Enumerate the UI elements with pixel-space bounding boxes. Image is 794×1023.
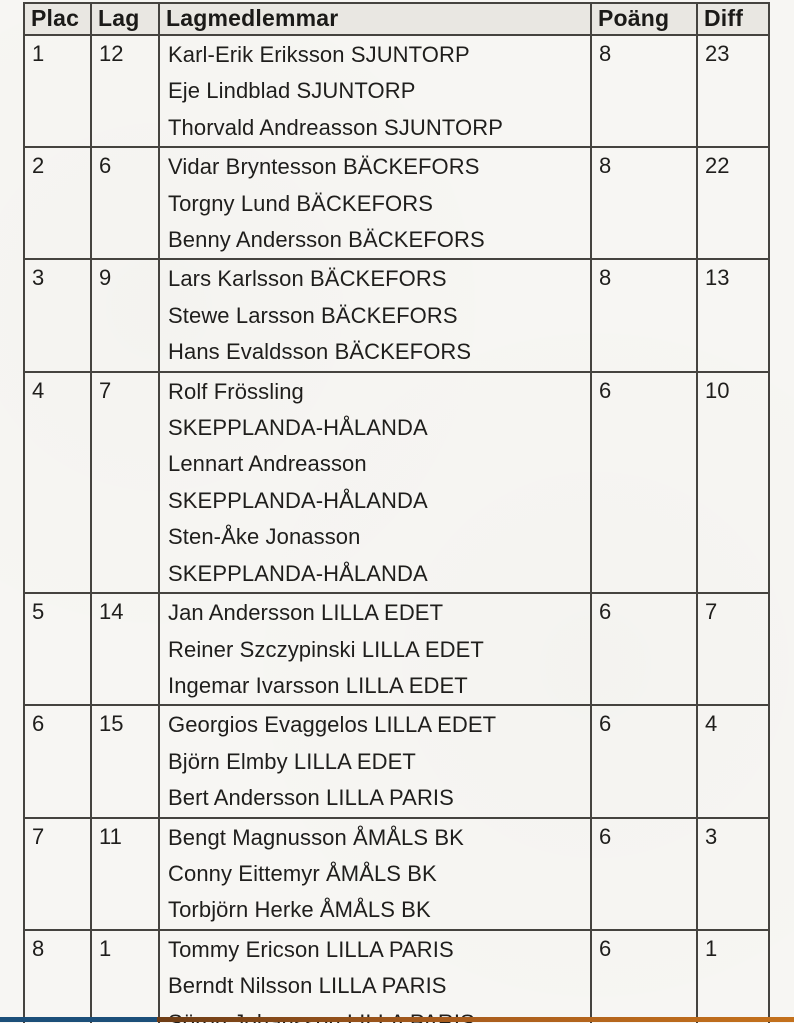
cell-lag: 14: [91, 593, 159, 705]
member-line: Torbjörn Herke ÅMÅLS BK: [168, 897, 431, 923]
member-line: Bert Andersson LILLA PARIS: [168, 785, 454, 811]
column-header-lagmedlemmar: Lagmedlemmar: [159, 3, 591, 35]
member-line: Berndt Nilsson LILLA PARIS: [168, 973, 447, 999]
member-line: Jan Andersson LILLA EDET: [168, 600, 444, 626]
member-line: SKEPPLANDA-HÅLANDA: [168, 487, 428, 513]
cell-poang: 8: [591, 259, 697, 371]
cell-lag: 9: [91, 259, 159, 371]
scan-edge-orange-segment: [157, 1017, 794, 1022]
member-line: Tommy Ericson LILLA PARIS: [168, 936, 454, 962]
cell-poang: 6: [591, 705, 697, 817]
cell-poang: 6: [591, 930, 697, 1023]
cell-lag: 15: [91, 705, 159, 817]
table-row: [24, 372, 769, 593]
table-row: [24, 705, 769, 817]
member-line: Ingemar Ivarsson LILLA EDET: [168, 672, 468, 698]
column-header-plac: Plac: [24, 3, 91, 35]
member-line: Conny Eittemyr ÅMÅLS BK: [168, 860, 437, 886]
cell-team-members: [159, 593, 591, 705]
cell-plac: 6: [24, 705, 91, 817]
table-row: [24, 930, 769, 1023]
cell-plac: 7: [24, 818, 91, 930]
cell-plac: 1: [24, 35, 91, 147]
table-row: [24, 259, 769, 371]
member-line: Stewe Larsson BÄCKEFORS: [168, 302, 458, 328]
member-line: Lennart Andreasson: [168, 451, 367, 477]
cell-lag: 7: [91, 372, 159, 593]
table-row: [24, 147, 769, 259]
member-line: Thorvald Andreasson SJUNTORP: [168, 114, 503, 140]
member-line: SKEPPLANDA-HÅLANDA: [168, 415, 428, 441]
member-line: Torgny Lund BÄCKEFORS: [168, 190, 433, 216]
cell-diff: 3: [697, 818, 769, 930]
member-line: Karl-Erik Eriksson SJUNTORP: [168, 42, 470, 67]
column-header-lag: Lag: [91, 3, 159, 35]
cell-plac: 5: [24, 593, 91, 705]
member-line: Sten-Åke Jonasson: [168, 524, 361, 550]
cell-lag: 12: [91, 35, 159, 147]
member-line: Reiner Szczypinski LILLA EDET: [168, 636, 484, 662]
cell-plac: 8: [24, 930, 91, 1023]
cell-diff: 10: [697, 372, 769, 593]
scan-edge-blue-segment: [0, 1017, 157, 1022]
cell-lag: 6: [91, 147, 159, 259]
cell-team-members: [159, 818, 591, 930]
table-row: [24, 818, 769, 930]
member-line: Georgios Evaggelos LILLA EDET: [168, 712, 497, 738]
table-header-row: [24, 3, 769, 35]
cell-plac: 4: [24, 372, 91, 593]
cell-diff: 7: [697, 593, 769, 705]
member-line: Bengt Magnusson ÅMÅLS BK: [168, 824, 464, 850]
cell-diff: 22: [697, 147, 769, 259]
cell-plac: 2: [24, 147, 91, 259]
cell-team-members: [159, 930, 591, 1023]
member-line: Rolf Frössling: [168, 378, 304, 404]
cell-team-members: [159, 372, 591, 593]
member-line: Vidar Bryntesson BÄCKEFORS: [168, 154, 480, 180]
member-line: SKEPPLANDA-HÅLANDA: [168, 560, 428, 586]
cell-poang: 6: [591, 593, 697, 705]
cell-diff: 4: [697, 705, 769, 817]
cell-team-members: [159, 705, 591, 817]
cell-diff: 13: [697, 259, 769, 371]
cell-poang: 6: [591, 372, 697, 593]
cell-team-members: [159, 147, 591, 259]
cell-lag: 11: [91, 818, 159, 930]
cell-poang: 8: [591, 35, 697, 147]
scan-edge-artifact: [0, 1017, 794, 1022]
member-line: Eje Lindblad SJUNTORP: [168, 78, 416, 104]
column-header-poang: Poäng: [591, 3, 697, 35]
cell-team-members: [159, 35, 591, 147]
cell-diff: 23: [697, 35, 769, 147]
cell-diff: 1: [697, 930, 769, 1023]
cell-plac: 3: [24, 259, 91, 371]
table-row: [24, 593, 769, 705]
cell-team-members: [159, 259, 591, 371]
table-row: [24, 35, 769, 147]
member-line: Hans Evaldsson BÄCKEFORS: [168, 339, 472, 365]
column-header-diff: Diff: [697, 3, 769, 35]
member-line: Benny Andersson BÄCKEFORS: [168, 227, 485, 253]
member-line: Lars Karlsson BÄCKEFORS: [168, 266, 447, 292]
cell-poang: 6: [591, 818, 697, 930]
cell-lag: 1: [91, 930, 159, 1023]
cell-poang: 8: [591, 147, 697, 259]
results-table: [23, 2, 770, 1023]
member-line: Björn Elmby LILLA EDET: [168, 748, 416, 774]
